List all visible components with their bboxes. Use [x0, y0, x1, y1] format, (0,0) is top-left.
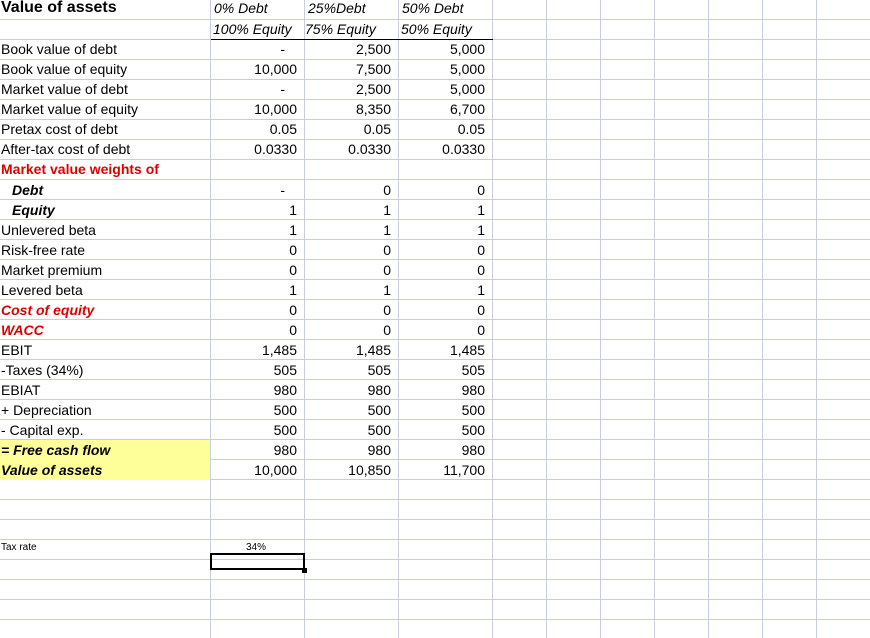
selected-cell-outline [210, 553, 305, 570]
row-label[interactable]: = Free cash flow [0, 440, 210, 460]
row-value-col2[interactable]: 2,500 [355, 41, 391, 57]
row-value-col1[interactable]: - [280, 81, 285, 97]
row-value-col3[interactable] [399, 159, 491, 179]
tax-rate-label[interactable]: Tax rate [1, 542, 37, 553]
row-gridline [0, 499, 870, 500]
row-value-col1[interactable]: - [280, 41, 285, 57]
row-value-col3[interactable]: 0 [477, 262, 485, 278]
row-value-col1[interactable]: 980 [273, 442, 297, 458]
row-value-col1[interactable]: 0 [289, 262, 297, 278]
row-label[interactable]: Market value weights of [1, 161, 159, 177]
row-label[interactable]: Levered beta [1, 282, 83, 298]
row-gridline [0, 579, 870, 580]
header-col2-line1[interactable]: 25%Debt [308, 0, 366, 16]
row-label[interactable]: EBIAT [1, 382, 41, 398]
row-value-col1[interactable]: 980 [273, 382, 297, 398]
header-col3-line1[interactable]: 50% Debt [402, 0, 464, 16]
row-value-col3[interactable]: 11,700 [443, 462, 485, 478]
row-label[interactable]: - Capital exp. [1, 422, 84, 438]
row-label[interactable]: WACC [1, 322, 44, 338]
row-value-col3[interactable]: 5,000 [449, 81, 485, 97]
row-value-col3[interactable]: 980 [461, 442, 485, 458]
row-value-col1[interactable]: 500 [273, 402, 297, 418]
row-value-col2[interactable]: 500 [367, 402, 391, 418]
row-value-col1[interactable]: 10,000 [254, 462, 297, 478]
row-value-col1[interactable]: 1 [289, 222, 297, 238]
row-value-col1[interactable]: 0 [289, 322, 297, 338]
row-gridline [0, 559, 870, 560]
row-value-col2[interactable]: 0 [383, 182, 391, 198]
row-value-col2[interactable]: 980 [367, 382, 391, 398]
row-value-col3[interactable]: 6,700 [449, 101, 485, 117]
row-value-col2[interactable]: 500 [367, 422, 391, 438]
row-value-col3[interactable]: 505 [461, 362, 485, 378]
row-label[interactable]: Debt [12, 182, 44, 198]
row-label[interactable]: + Depreciation [1, 402, 92, 418]
row-value-col1[interactable]: 1 [289, 202, 297, 218]
row-value-col3[interactable]: 0.05 [457, 121, 485, 137]
row-value-col2[interactable]: 505 [367, 362, 391, 378]
row-value-col3[interactable]: 1 [477, 282, 485, 298]
row-value-col1[interactable]: 10,000 [254, 101, 297, 117]
row-value-col2[interactable]: 0 [383, 302, 391, 318]
row-value-col3[interactable]: 0 [477, 322, 485, 338]
row-value-col1[interactable]: 1 [289, 282, 297, 298]
row-value-col2[interactable]: 0 [383, 262, 391, 278]
row-value-col2[interactable] [305, 159, 397, 179]
row-gridline [0, 619, 870, 620]
header-col2-line2[interactable]: 75% Equity [305, 21, 376, 37]
row-value-col1[interactable]: 0 [289, 302, 297, 318]
row-gridline [0, 519, 870, 520]
tax-rate-value[interactable]: 34% [245, 542, 266, 553]
header-col3-line2[interactable]: 50% Equity [401, 21, 472, 37]
row-gridline [0, 599, 870, 600]
row-value-col1[interactable]: 10,000 [254, 61, 297, 77]
row-label[interactable]: Book value of debt [1, 41, 117, 57]
row-value-col1[interactable] [211, 159, 303, 179]
row-value-col2[interactable]: 1 [383, 222, 391, 238]
row-label[interactable]: Risk-free rate [1, 242, 86, 258]
row-label[interactable]: After-tax cost of debt [1, 141, 131, 157]
row-value-col2[interactable]: 0.0330 [348, 141, 391, 157]
row-value-col3[interactable]: 0 [477, 242, 485, 258]
row-value-col1[interactable]: 0.05 [269, 121, 297, 137]
row-label[interactable]: Book value of equity [1, 61, 128, 77]
row-value-col1[interactable]: - [280, 182, 285, 198]
row-value-col1[interactable]: 0.0330 [254, 141, 297, 157]
row-value-col2[interactable]: 0.05 [363, 121, 391, 137]
row-value-col3[interactable]: 500 [461, 402, 485, 418]
row-value-col2[interactable]: 1 [383, 202, 391, 218]
row-label[interactable]: Cost of equity [1, 302, 95, 318]
row-value-col2[interactable]: 2,500 [355, 81, 391, 97]
row-label[interactable]: Pretax cost of debt [1, 121, 118, 137]
row-value-col2[interactable]: 0 [383, 242, 391, 258]
row-value-col1[interactable]: 0 [289, 242, 297, 258]
row-value-col2[interactable]: 7,500 [355, 61, 391, 77]
row-label[interactable]: Equity [12, 202, 55, 218]
row-value-col2[interactable]: 0 [383, 322, 391, 338]
row-value-col2[interactable]: 8,350 [355, 101, 391, 117]
row-value-col2[interactable]: 1,485 [355, 342, 391, 358]
row-label[interactable]: Market value of equity [1, 101, 138, 117]
row-value-col1[interactable]: 505 [273, 362, 297, 378]
header-col1-line1[interactable]: 0% Debt [214, 0, 268, 16]
row-value-col3[interactable]: 1,485 [449, 342, 485, 358]
row-label[interactable]: Value of assets [0, 460, 210, 480]
row-value-col1[interactable]: 1,485 [261, 342, 297, 358]
row-label[interactable]: -Taxes (34%) [1, 362, 84, 378]
row-value-col3[interactable]: 0 [477, 302, 485, 318]
row-label[interactable]: Unlevered beta [1, 222, 96, 238]
row-value-col2[interactable]: 1 [383, 282, 391, 298]
row-label[interactable]: EBIT [1, 342, 33, 358]
sheet-title[interactable]: Value of assets [1, 0, 117, 16]
row-value-col3[interactable]: 0 [477, 182, 485, 198]
row-value-col2[interactable]: 980 [367, 442, 391, 458]
header-col1-line2[interactable]: 100% Equity [213, 21, 292, 37]
fill-handle[interactable] [302, 568, 307, 573]
row-value-col3[interactable]: 1 [477, 202, 485, 218]
row-value-col3[interactable]: 1 [477, 222, 485, 238]
row-value-col2[interactable]: 10,850 [348, 462, 391, 478]
row-value-col3[interactable]: 500 [461, 422, 485, 438]
row-value-col3[interactable]: 5,000 [449, 41, 485, 57]
row-value-col3[interactable]: 980 [461, 382, 485, 398]
row-label[interactable]: Market value of debt [1, 81, 128, 97]
row-value-col3[interactable]: 0.0330 [442, 141, 485, 157]
row-value-col1[interactable]: 500 [273, 422, 297, 438]
row-value-col3[interactable]: 5,000 [449, 61, 485, 77]
row-label[interactable]: Market premium [1, 262, 103, 278]
